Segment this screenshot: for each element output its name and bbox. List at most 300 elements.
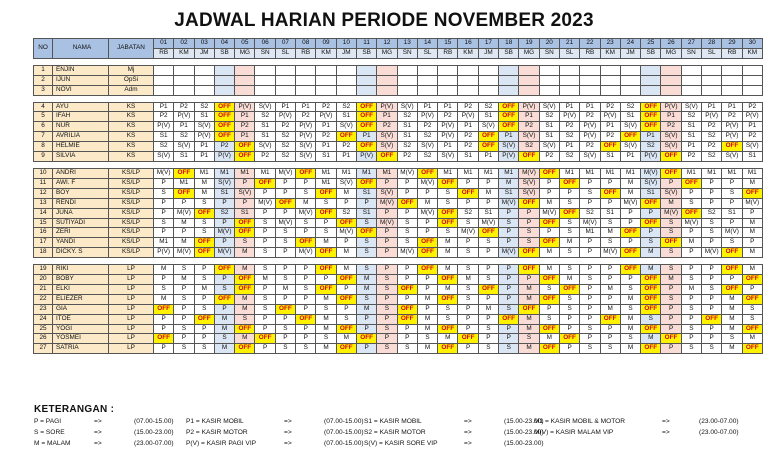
shift-cell: P	[296, 294, 316, 304]
shift-cell	[154, 65, 174, 75]
header-date: 22	[580, 39, 600, 49]
table-row	[34, 275, 763, 285]
shift-cell: P	[539, 178, 559, 188]
shift-cell: S	[519, 334, 539, 344]
shift-cell: M	[356, 304, 376, 314]
shift-cell	[275, 65, 295, 75]
employee-name: AWI. F	[53, 178, 109, 188]
shift-cell: S	[458, 265, 478, 275]
shift-cell: P	[600, 178, 620, 188]
shift-cell: P2	[438, 112, 458, 122]
shift-cell: OFF	[438, 275, 458, 285]
shift-cell: P	[296, 324, 316, 334]
employee-name: YANDI	[53, 238, 109, 248]
shift-cell: P	[600, 334, 620, 344]
shift-cell: S	[722, 334, 742, 344]
shift-cell	[336, 85, 356, 95]
shift-cell: M(V)	[499, 198, 519, 208]
shift-cell: S1	[397, 122, 417, 132]
table-row	[34, 132, 763, 142]
shift-cell: M1	[255, 168, 275, 178]
employee-name: AVRILIA	[53, 132, 109, 142]
shift-cell: M1	[316, 178, 336, 188]
shift-cell: P	[174, 228, 194, 238]
shift-cell: P	[194, 324, 214, 334]
shift-cell: P	[478, 265, 498, 275]
shift-cell: S	[275, 275, 295, 285]
shift-cell: OFF	[438, 344, 458, 354]
shift-cell: P	[580, 178, 600, 188]
header-day: RB	[438, 48, 458, 58]
shift-cell: S1	[600, 208, 620, 218]
shift-cell	[742, 65, 762, 75]
shift-cell: OFF	[438, 178, 458, 188]
shift-cell	[702, 75, 722, 85]
shift-cell	[316, 75, 336, 85]
shift-cell: OFF	[296, 168, 316, 178]
shift-cell: S	[316, 334, 336, 344]
shift-cell: S	[661, 248, 681, 258]
shift-cell: OFF	[417, 265, 437, 275]
employee-jabatan: KS/LP	[109, 198, 154, 208]
shift-cell: M(V)	[296, 208, 316, 218]
shift-cell: S2	[417, 152, 437, 162]
shift-cell: S	[702, 228, 722, 238]
shift-cell: P1	[316, 142, 336, 152]
shift-cell: S(V)	[519, 132, 539, 142]
shift-cell: OFF	[641, 324, 661, 334]
shift-cell: OFF	[154, 334, 174, 344]
employee-jabatan: KS/LP	[109, 218, 154, 228]
shift-cell: P	[417, 188, 437, 198]
legend-arrow: =>	[94, 429, 102, 436]
shift-cell: M(V)	[214, 228, 234, 238]
shift-cell: P	[539, 228, 559, 238]
shift-cell: P1	[235, 112, 255, 122]
shift-cell: M	[438, 265, 458, 275]
shift-cell: S2	[559, 132, 579, 142]
shift-cell: P	[194, 294, 214, 304]
shift-cell: P2	[255, 152, 275, 162]
shift-cell: P	[214, 238, 234, 248]
shift-cell: S	[194, 344, 214, 354]
shift-cell	[681, 85, 701, 95]
shift-cell: P	[275, 265, 295, 275]
shift-cell: M	[438, 238, 458, 248]
shift-cell: P(V)	[722, 132, 742, 142]
shift-cell: OFF	[356, 112, 376, 122]
shift-cell: OFF	[336, 324, 356, 334]
shift-cell: P	[620, 208, 640, 218]
shift-cell: S	[539, 314, 559, 324]
shift-cell: P	[296, 275, 316, 285]
legend-time: (15.00-23.00)	[134, 429, 174, 436]
shift-cell: M	[681, 238, 701, 248]
shift-cell: S	[235, 238, 255, 248]
shift-cell: P	[702, 178, 722, 188]
legend-arrow: =>	[284, 440, 292, 447]
shift-cell: S1	[539, 122, 559, 132]
employee-name: ELKI	[53, 284, 109, 294]
legend-time: (07.00-15.00)	[324, 429, 364, 436]
legend-arrow: =>	[464, 418, 472, 425]
shift-cell: S	[397, 344, 417, 354]
employee-jabatan: LP	[109, 284, 154, 294]
shift-cell: OFF	[539, 238, 559, 248]
header-day: JM	[620, 48, 640, 58]
shift-cell: M(V)	[478, 218, 498, 228]
shift-cell: S	[559, 198, 579, 208]
shift-cell: P	[722, 198, 742, 208]
shift-cell: P	[255, 238, 275, 248]
shift-cell: P	[397, 294, 417, 304]
row-number: 1	[34, 65, 53, 75]
shift-cell	[661, 75, 681, 85]
shift-cell: M1	[214, 168, 234, 178]
shift-cell: M	[742, 178, 762, 188]
header-date: 24	[620, 39, 640, 49]
shift-cell: S(V)	[478, 122, 498, 132]
shift-cell: P2	[661, 122, 681, 132]
shift-cell: OFF	[235, 275, 255, 285]
shift-cell: S1	[214, 188, 234, 198]
shift-cell	[377, 75, 397, 85]
shift-cell: OFF	[194, 208, 214, 218]
shift-cell: S	[194, 275, 214, 285]
shift-cell: OFF	[539, 294, 559, 304]
shift-cell: S	[702, 218, 722, 228]
header-day: SL	[559, 48, 579, 58]
shift-cell: S	[154, 188, 174, 198]
shift-cell: S(V)	[377, 132, 397, 142]
shift-cell: M	[336, 248, 356, 258]
table-row	[34, 198, 763, 208]
shift-cell: M	[194, 284, 214, 294]
shift-cell: M1	[580, 228, 600, 238]
shift-cell: OFF	[438, 294, 458, 304]
shift-cell: OFF	[235, 344, 255, 354]
shift-cell: S1	[620, 112, 640, 122]
shift-cell: M	[742, 248, 762, 258]
shift-cell: P	[661, 344, 681, 354]
shift-cell: P(V)	[458, 112, 478, 122]
shift-cell	[722, 65, 742, 75]
header-date: 05	[235, 39, 255, 49]
shift-cell: P	[417, 275, 437, 285]
shift-cell: S2	[702, 132, 722, 142]
header-date: 25	[641, 39, 661, 49]
shift-cell: OFF	[722, 284, 742, 294]
shift-cell: S	[194, 228, 214, 238]
shift-cell: P	[539, 304, 559, 314]
employee-jabatan: Mj	[109, 65, 154, 75]
legend-time: (23.00-07.00)	[699, 429, 739, 436]
shift-cell: S	[620, 284, 640, 294]
shift-cell: M1	[681, 168, 701, 178]
shift-cell: S2	[214, 208, 234, 218]
shift-cell: S2	[559, 152, 579, 162]
shift-cell: P2	[742, 132, 762, 142]
shift-cell	[559, 65, 579, 75]
shift-cell: S	[681, 324, 701, 334]
shift-cell: P	[702, 275, 722, 285]
shift-cell: P1	[194, 142, 214, 152]
shift-cell	[641, 75, 661, 85]
employee-jabatan: KS/LP	[109, 228, 154, 238]
shift-cell: OFF	[336, 275, 356, 285]
legend-key: P2 = KASIR MOTOR	[186, 429, 248, 436]
shift-cell: S	[214, 334, 234, 344]
header-date: 13	[397, 39, 417, 49]
shift-cell: P	[458, 238, 478, 248]
employee-jabatan: KS	[109, 112, 154, 122]
shift-cell: OFF	[661, 334, 681, 344]
shift-cell: M	[214, 324, 234, 334]
header-day: JM	[336, 48, 356, 58]
table-row	[34, 265, 763, 275]
shift-cell: OFF	[539, 344, 559, 354]
shift-cell: M	[154, 265, 174, 275]
employee-name: ENJIN	[53, 65, 109, 75]
shift-cell: S	[580, 344, 600, 354]
shift-cell	[356, 65, 376, 75]
shift-cell: OFF	[641, 344, 661, 354]
shift-cell: M(V)	[458, 228, 478, 238]
shift-cell: S	[458, 294, 478, 304]
shift-cell	[214, 85, 234, 95]
shift-cell: M	[600, 284, 620, 294]
shift-cell: OFF	[539, 168, 559, 178]
shift-cell: OFF	[397, 304, 417, 314]
shift-cell: P2	[417, 122, 437, 132]
table-row	[34, 294, 763, 304]
shift-cell: P(V)	[499, 152, 519, 162]
shift-cell: S(V)	[539, 102, 559, 112]
shift-cell: M	[438, 334, 458, 344]
shift-cell: M	[600, 228, 620, 238]
shift-cell: OFF	[255, 334, 275, 344]
table-row	[34, 208, 763, 218]
shift-cell: M(V)	[255, 198, 275, 208]
shift-cell	[377, 65, 397, 75]
legend-key: M = MALAM	[34, 440, 71, 447]
shift-cell: OFF	[235, 324, 255, 334]
shift-cell: P	[580, 284, 600, 294]
shift-cell	[255, 75, 275, 85]
shift-cell: S	[519, 238, 539, 248]
shift-cell: S	[702, 284, 722, 294]
shift-cell	[438, 85, 458, 95]
legend-time: (15.00-23.00)	[504, 418, 544, 425]
shift-cell: P2	[316, 132, 336, 142]
shift-cell: S	[438, 188, 458, 198]
shift-cell: OFF	[600, 188, 620, 198]
shift-cell: S	[336, 314, 356, 324]
shift-cell	[255, 85, 275, 95]
shift-cell: S2	[417, 132, 437, 142]
shift-cell: P1	[742, 122, 762, 132]
shift-cell: M(V)	[377, 198, 397, 208]
shift-cell: OFF	[600, 314, 620, 324]
shift-cell: OFF	[742, 275, 762, 285]
shift-cell: M	[559, 238, 579, 248]
shift-cell: M	[742, 265, 762, 275]
shift-cell: S	[539, 284, 559, 294]
shift-cell	[336, 75, 356, 85]
shift-cell: M	[417, 324, 437, 334]
employee-name: IFAH	[53, 112, 109, 122]
shift-cell: M	[174, 275, 194, 285]
shift-cell	[539, 75, 559, 85]
shift-cell: M1	[722, 168, 742, 178]
shift-cell: P	[702, 294, 722, 304]
shift-cell	[235, 65, 255, 75]
header-day: JM	[478, 48, 498, 58]
table-row	[34, 152, 763, 162]
shift-cell: P	[255, 284, 275, 294]
shift-cell: P(V)	[356, 152, 376, 162]
shift-cell: P	[499, 294, 519, 304]
shift-cell	[661, 85, 681, 95]
shift-cell: P	[397, 188, 417, 198]
shift-cell: S	[296, 218, 316, 228]
header-day: KM	[174, 48, 194, 58]
header-day: RB	[154, 48, 174, 58]
shift-cell: M	[620, 344, 640, 354]
shift-cell: P	[661, 314, 681, 324]
shift-cell: S1	[681, 132, 701, 142]
shift-cell: M	[722, 294, 742, 304]
table-row	[34, 75, 763, 85]
legend-key: P = PAGI	[34, 418, 62, 425]
shift-cell: OFF	[296, 314, 316, 324]
shift-cell	[742, 85, 762, 95]
shift-cell: P	[661, 304, 681, 314]
shift-cell: P	[235, 198, 255, 208]
header-day: SB	[214, 48, 234, 58]
shift-cell: M	[539, 198, 559, 208]
shift-cell: S1	[641, 188, 661, 198]
shift-cell: S2	[336, 208, 356, 218]
shift-cell	[235, 85, 255, 95]
shift-cell	[580, 85, 600, 95]
header-date: 14	[417, 39, 437, 49]
shift-cell: P	[174, 304, 194, 314]
shift-cell: S	[397, 238, 417, 248]
shift-cell: S	[600, 218, 620, 228]
shift-cell: P	[154, 344, 174, 354]
shift-cell: M	[174, 218, 194, 228]
shift-cell: P1	[641, 132, 661, 142]
shift-cell: M(V)	[722, 228, 742, 238]
shift-cell: P	[499, 284, 519, 294]
shift-cell: S2	[275, 152, 295, 162]
shift-cell: M1	[154, 238, 174, 248]
shift-cell: P	[174, 284, 194, 294]
shift-cell: M(V)	[417, 208, 437, 218]
shift-cell: P	[600, 198, 620, 208]
row-number: 13	[34, 198, 53, 208]
shift-cell: S1	[336, 112, 356, 122]
legend-arrow: =>	[662, 418, 670, 425]
shift-cell: P2	[154, 112, 174, 122]
shift-cell: S(V)	[214, 178, 234, 188]
employee-name: BOY	[53, 188, 109, 198]
row-number: 16	[34, 228, 53, 238]
shift-cell: S1	[478, 208, 498, 218]
employee-jabatan: LP	[109, 275, 154, 285]
shift-cell: P	[478, 294, 498, 304]
shift-cell	[174, 85, 194, 95]
shift-cell: P2	[600, 132, 620, 142]
shift-cell: OFF	[620, 248, 640, 258]
shift-cell: M	[316, 294, 336, 304]
shift-cell: S	[478, 324, 498, 334]
shift-cell: OFF	[356, 102, 376, 112]
shift-cell: P(V)	[316, 112, 336, 122]
shift-cell: P	[154, 275, 174, 285]
shift-cell: S	[154, 284, 174, 294]
shift-cell: S	[296, 344, 316, 354]
shift-cell: P	[296, 334, 316, 344]
shift-cell: OFF	[397, 198, 417, 208]
shift-cell: S2	[478, 102, 498, 112]
shift-cell	[316, 85, 336, 95]
header-day: SN	[255, 48, 275, 58]
employee-name: ELIEZER	[53, 294, 109, 304]
shift-cell: P(V)	[600, 112, 620, 122]
shift-cell: S	[377, 284, 397, 294]
legend-arrow: =>	[284, 429, 292, 436]
shift-cell: M	[478, 304, 498, 314]
shift-cell: OFF	[235, 142, 255, 152]
header-date: 09	[316, 39, 336, 49]
shift-cell: M	[417, 314, 437, 324]
shift-cell: S	[499, 304, 519, 314]
shift-cell: P	[519, 218, 539, 228]
shift-cell: S	[559, 294, 579, 304]
shift-cell: S(V)	[174, 142, 194, 152]
header-day: RB	[580, 48, 600, 58]
header-date: 30	[742, 39, 762, 49]
shift-cell: OFF	[620, 132, 640, 142]
header-day: MG	[235, 48, 255, 58]
shift-cell: P2	[702, 142, 722, 152]
shift-cell: P(V)	[296, 122, 316, 132]
separator-cell	[34, 58, 763, 65]
shift-cell: P	[559, 188, 579, 198]
shift-cell: P(V)	[194, 132, 214, 142]
shift-cell: P2	[174, 102, 194, 112]
legend-arrow: =>	[94, 418, 102, 425]
shift-cell: M	[641, 334, 661, 344]
shift-cell: S	[194, 218, 214, 228]
legend-arrow: =>	[662, 429, 670, 436]
shift-cell: P(V)	[438, 132, 458, 142]
shift-cell: P	[519, 208, 539, 218]
shift-cell: P	[214, 304, 234, 314]
shift-cell: S	[377, 324, 397, 334]
shift-cell: P	[417, 284, 437, 294]
shift-cell	[438, 65, 458, 75]
shift-cell	[702, 85, 722, 95]
shift-cell: OFF	[641, 304, 661, 314]
legend-title: KETERANGAN :	[34, 404, 115, 415]
shift-cell: OFF	[235, 228, 255, 238]
shift-cell: P	[499, 228, 519, 238]
shift-cell	[194, 75, 214, 85]
shift-cell: M	[539, 248, 559, 258]
